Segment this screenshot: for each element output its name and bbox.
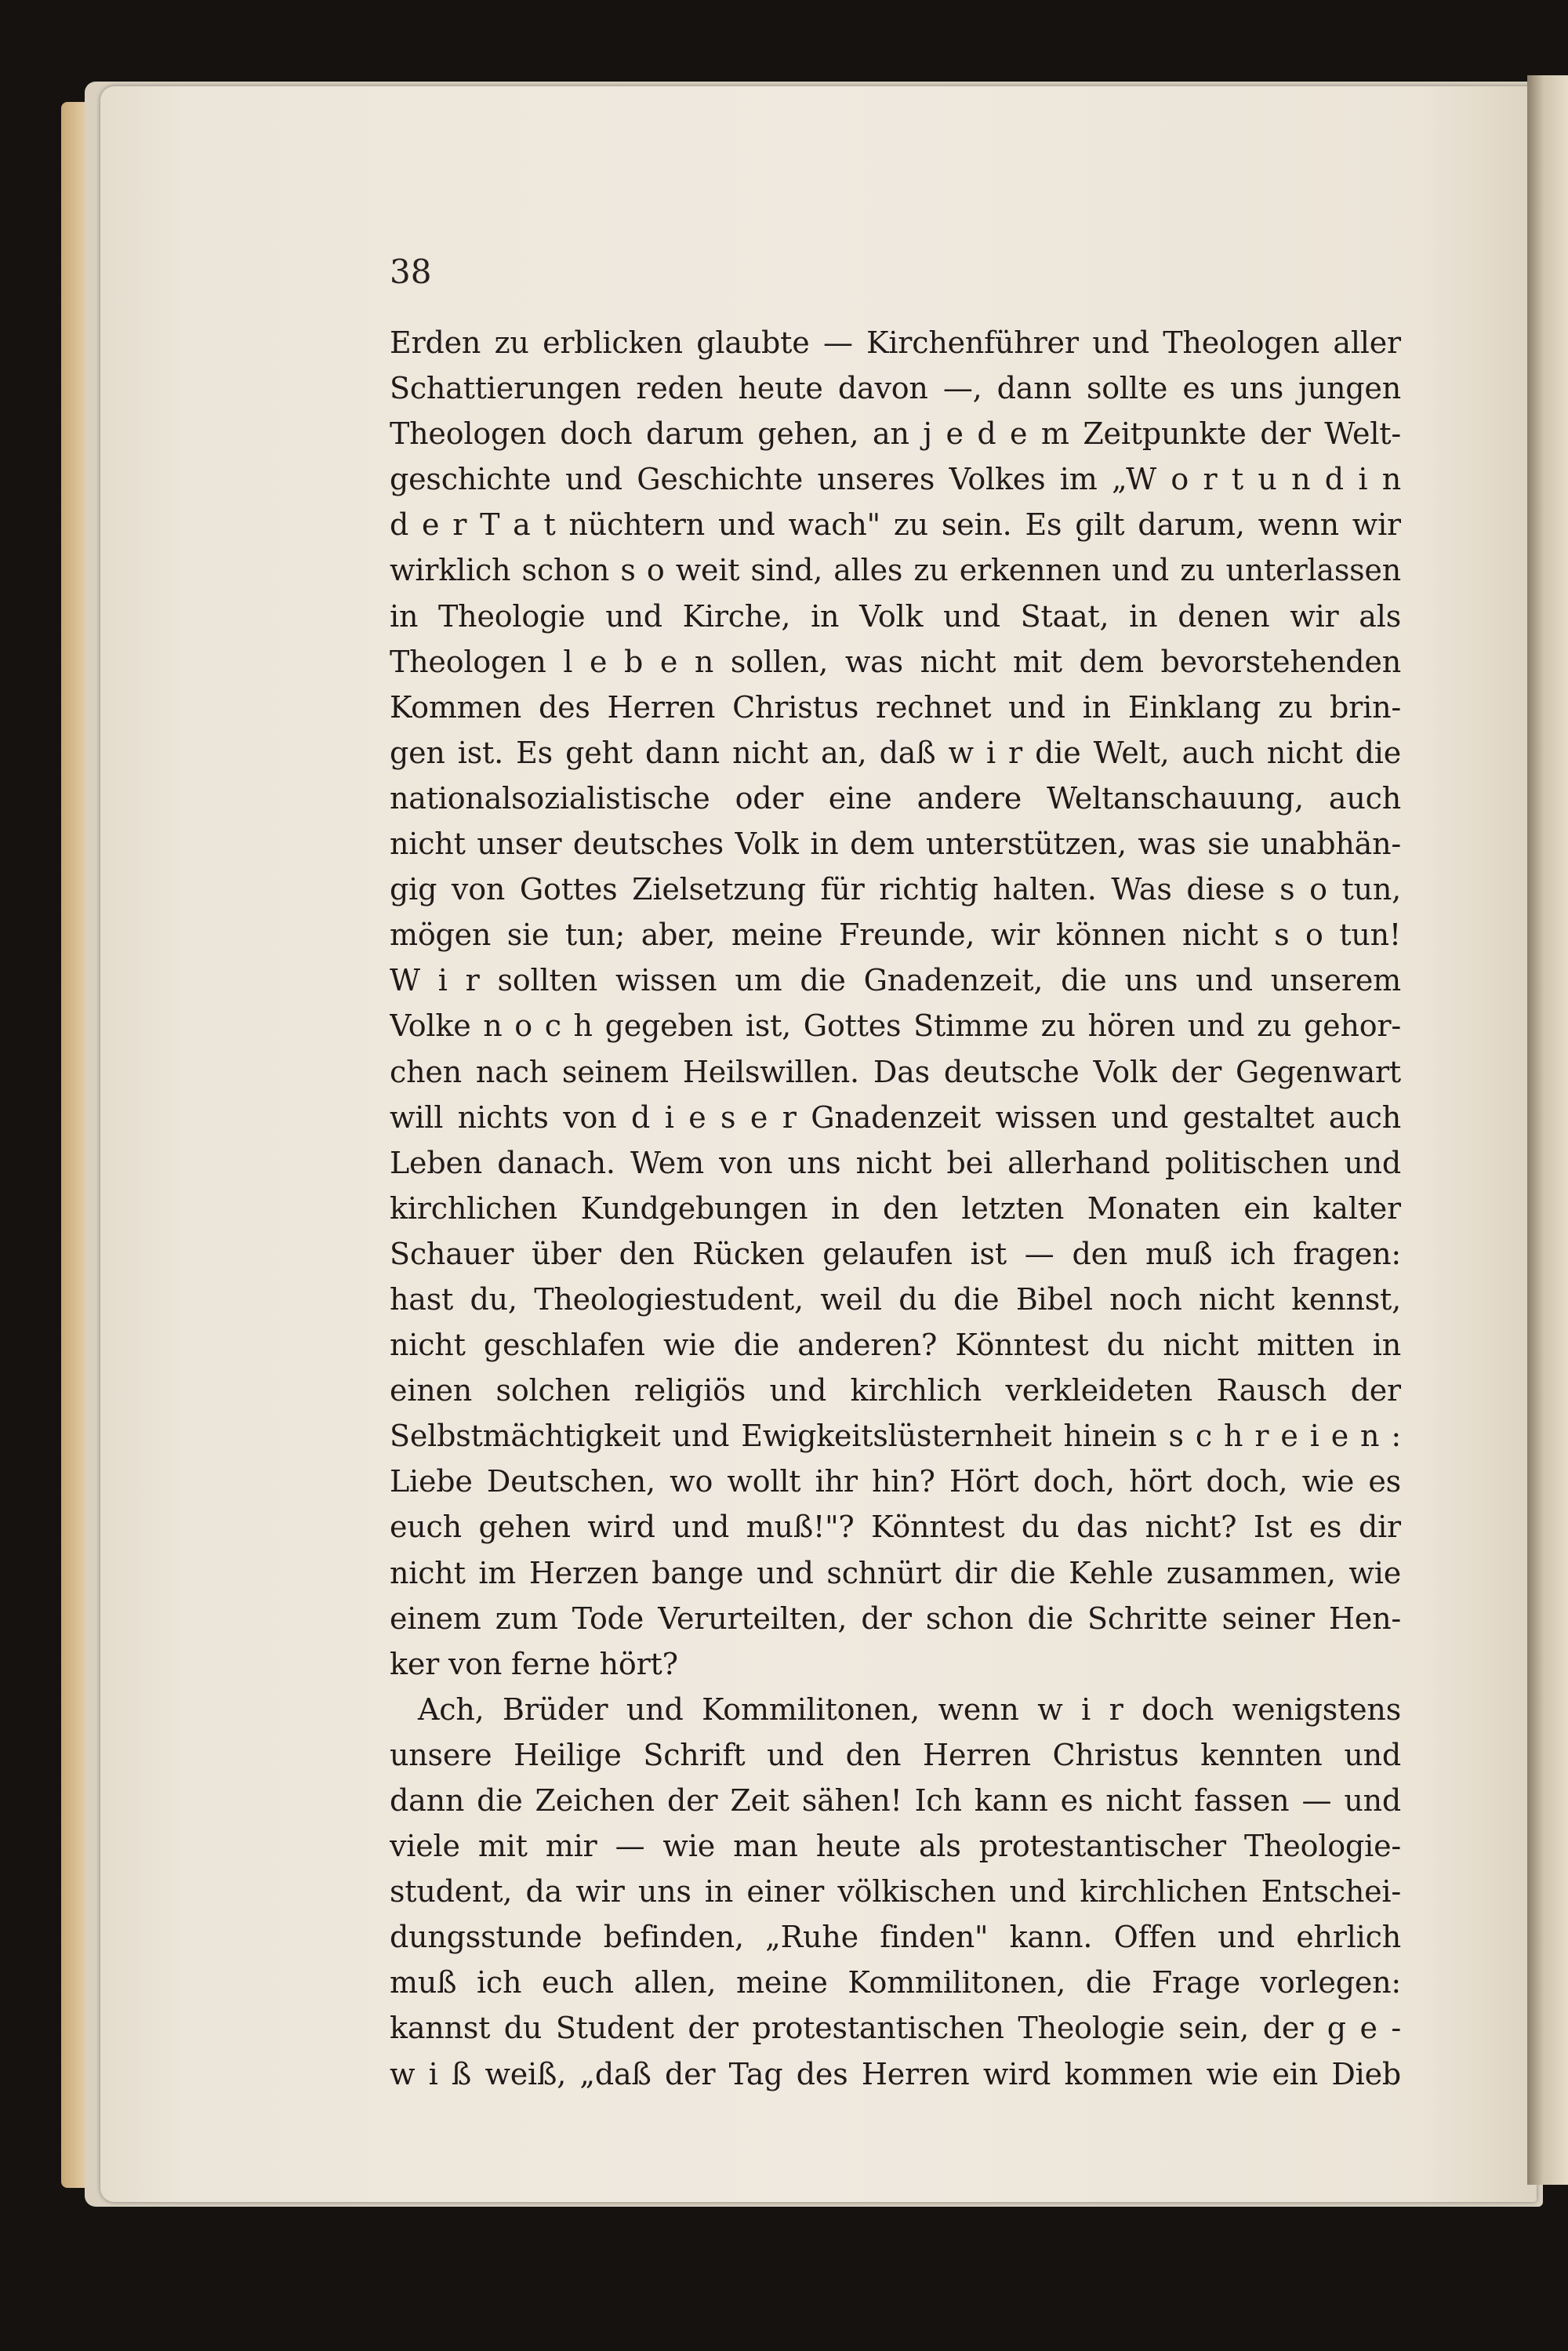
next-page-edge bbox=[1527, 75, 1568, 2185]
text-line: gig von Gottes Zielsetzung für richtig halten. Was diese s o tun, bbox=[390, 872, 1401, 907]
text-line: nicht geschlafen wie die anderen? Könntest du nicht mitten in bbox=[390, 1328, 1401, 1363]
text-line: einem zum Tode Verurteilten, der schon die Schritte seiner Hen- bbox=[390, 1601, 1401, 1636]
text-line: w i ß weiß, „daß der Tag des Herren wird kommen wie ein Dieb bbox=[390, 2056, 1401, 2091]
page-number: 38 bbox=[390, 253, 432, 291]
text-line: nicht im Herzen bange und schnürt dir die Kehle zusammen, wie bbox=[390, 1555, 1401, 1590]
text-line: Theologen l e b e n sollen, was nicht mit dem bevorstehenden bbox=[390, 644, 1401, 679]
text-line: euch gehen wird und muß!"? Könntest du das nicht? Ist es dir bbox=[390, 1510, 1401, 1545]
text-line: Liebe Deutschen, wo wollt ihr hin? Hört doch, hört doch, wie es bbox=[390, 1464, 1401, 1499]
text-line: nicht unser deutsches Volk in dem unterstützen, was sie unabhän- bbox=[390, 827, 1401, 862]
text-line: Kommen des Herren Christus rechnet und in Einklang zu brin- bbox=[390, 689, 1401, 725]
text-line: d e r T a t nüchtern und wach" zu sein. Es gilt darum, wenn wir bbox=[390, 507, 1401, 543]
text-line: Schattierungen reden heute davon —, dann sollte es uns jungen bbox=[390, 371, 1401, 406]
text-line: unsere Heilige Schrift und den Herren Christus kennten und bbox=[390, 1737, 1401, 1772]
text-line: muß ich euch allen, meine Kommilitonen, die Frage vorlegen: bbox=[390, 1965, 1401, 2000]
text-line: Ach, Brüder und Kommilitonen, wenn w i r doch wenigstens bbox=[418, 1691, 1401, 1727]
text-line: dann die Zeichen der Zeit sähen! Ich kann es nicht fassen — und bbox=[390, 1783, 1401, 1818]
text-line: Schauer über den Rücken gelaufen ist — den muß ich fragen: bbox=[390, 1236, 1401, 1271]
text-line: geschichte und Geschichte unseres Volkes im „W o r t u n d i n bbox=[390, 462, 1401, 497]
text-line: gen ist. Es geht dann nicht an, daß w i r die Welt, auch nicht die bbox=[390, 735, 1401, 770]
text-line: Theologen doch darum gehen, an j e d e m Zeitpunkte der Welt- bbox=[390, 416, 1401, 452]
text-line: einen solchen religiös und kirchlich verkleideten Rausch der bbox=[390, 1373, 1401, 1408]
text-line: W i r sollten wissen um die Gnadenzeit, die uns und unserem bbox=[390, 963, 1401, 998]
page-text bbox=[390, 320, 1401, 2097]
text-line: hast du, Theologiestudent, weil du die Bibel noch nicht kennst, bbox=[390, 1281, 1401, 1317]
text-line: in Theologie und Kirche, in Volk und Staat, in denen wir als bbox=[390, 598, 1401, 634]
text-line: wirklich schon s o weit sind, alles zu erkennen und zu unterlassen bbox=[390, 553, 1401, 588]
text-line: Erden zu erblicken glaubte — Kirchenführer und Theologen aller bbox=[390, 325, 1401, 360]
text-line: ker von ferne hört? bbox=[390, 1646, 678, 1681]
text-line: kirchlichen Kundgebungen in den letzten Monaten ein kalter bbox=[390, 1190, 1401, 1226]
text-line: Selbstmächtigkeit und Ewigkeitslüsternheit hinein s c h r e i e n : bbox=[390, 1419, 1401, 1454]
text-line: Leben danach. Wem von uns nicht bei allerhand politischen und bbox=[390, 1145, 1401, 1180]
text-line: kannst du Student der protestantischen Theologie sein, der g e - bbox=[390, 2011, 1401, 2046]
text-line: will nichts von d i e s e r Gnadenzeit wissen und gestaltet auch bbox=[390, 1099, 1401, 1135]
text-line: chen nach seinem Heilswillen. Das deutsche Volk der Gegenwart bbox=[390, 1054, 1401, 1089]
text-line: student, da wir uns in einer völkischen und kirchlichen Entschei- bbox=[390, 1874, 1401, 1910]
text-line: nationalsozialistische oder eine andere Weltanschauung, auch bbox=[390, 780, 1401, 816]
text-line: Volke n o c h gegeben ist, Gottes Stimme zu hören und zu gehor- bbox=[390, 1008, 1401, 1044]
text-line: dungsstunde befinden, „Ruhe finden" kann. Offen und ehrlich bbox=[390, 1920, 1401, 1955]
text-line: mögen sie tun; aber, meine Freunde, wir können nicht s o tun! bbox=[390, 918, 1401, 953]
text-line: viele mit mir — wie man heute als protestantischer Theologie- bbox=[390, 1829, 1401, 1864]
